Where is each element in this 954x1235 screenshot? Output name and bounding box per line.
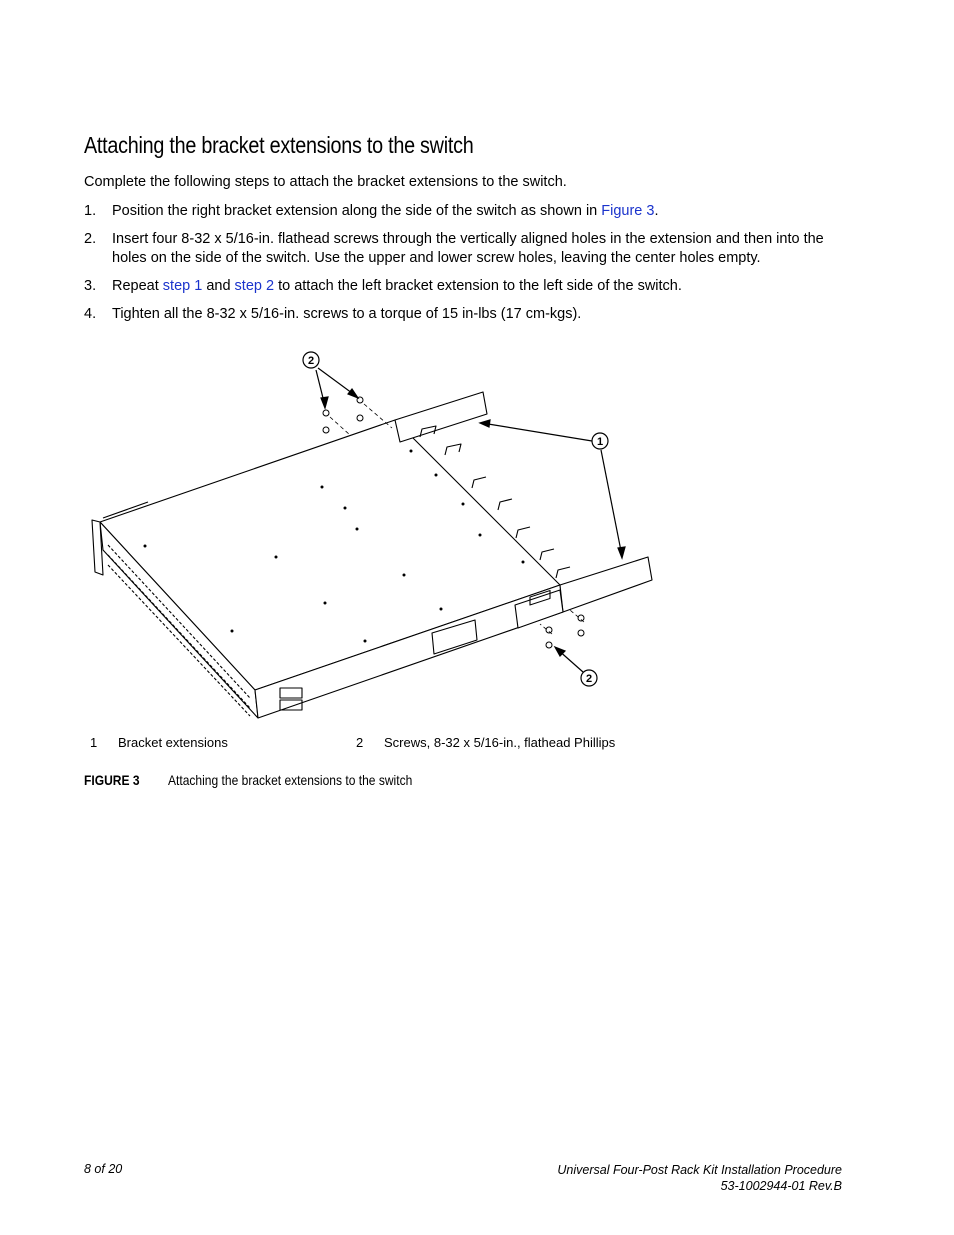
step-1 — [84, 202, 854, 221]
figure-3-link[interactable]: Figure 3 — [601, 203, 655, 219]
step-text: Tighten all the 8-32 x 5/16-in. screws to a torque of 15 in-lbs (17 cm-kgs). — [112, 306, 582, 322]
front-bracket-extension — [560, 557, 652, 612]
step-1-link[interactable]: step 1 — [162, 278, 203, 294]
legend-text-1: Bracket extensions — [118, 735, 228, 750]
callout-label: 2 — [307, 355, 315, 367]
callout-1 — [592, 433, 608, 449]
legend-text-2: Screws, 8-32 x 5/16-in., flathead Phillips — [384, 735, 616, 750]
intro-paragraph: Complete the following steps to attach the bracket extensions to the switch. — [84, 174, 567, 190]
step-text: Repeat — [112, 278, 163, 294]
switch-bracket-illustration — [84, 345, 664, 730]
legend-number-2: 2 — [356, 735, 364, 750]
step-text: Position the right bracket extension along the side of the switch as shown in — [112, 203, 602, 219]
page-title: Attaching the bracket extensions to the switch — [84, 132, 474, 158]
rear-bracket-extension — [395, 392, 487, 442]
switch-top-surface — [100, 420, 560, 690]
callout-2-bottom — [581, 670, 597, 686]
step-text: Insert four 8-32 x 5/16-in. flathead screws through the vertically aligned holes in the extension and then into the holes on the side of the switch. Use the upper and lower screw holes, leaving the center holes empty. — [112, 231, 824, 266]
footer-document-info — [557, 1162, 842, 1194]
step-number: 4. — [84, 306, 97, 322]
document-id: 53-1002944-01 Rev.B — [720, 1179, 842, 1193]
step-text-end: . — [654, 203, 659, 219]
step-number: 1. — [84, 203, 97, 219]
step-number: 2. — [84, 231, 97, 247]
step-4 — [84, 305, 854, 324]
callout-label: 1 — [596, 436, 604, 448]
step-text-end: to attach the left bracket extension to the left side of the switch. — [274, 278, 682, 294]
step-3 — [84, 277, 854, 296]
figure-caption-label: FIGURE 3 — [84, 772, 140, 788]
steps-list — [84, 202, 854, 333]
figure-caption-text: Attaching the bracket extensions to the switch — [168, 772, 413, 788]
document-title: Universal Four-Post Rack Kit Installation Procedure — [557, 1163, 842, 1177]
callout-2-top — [303, 352, 319, 368]
legend-number-1: 1 — [90, 735, 98, 750]
callout-label: 2 — [585, 673, 593, 685]
page-number: 8 of 20 — [84, 1162, 123, 1176]
step-2 — [84, 230, 854, 268]
step-text-mid: and — [202, 278, 235, 294]
step-number: 3. — [84, 278, 97, 294]
step-2-link[interactable]: step 2 — [234, 278, 275, 294]
